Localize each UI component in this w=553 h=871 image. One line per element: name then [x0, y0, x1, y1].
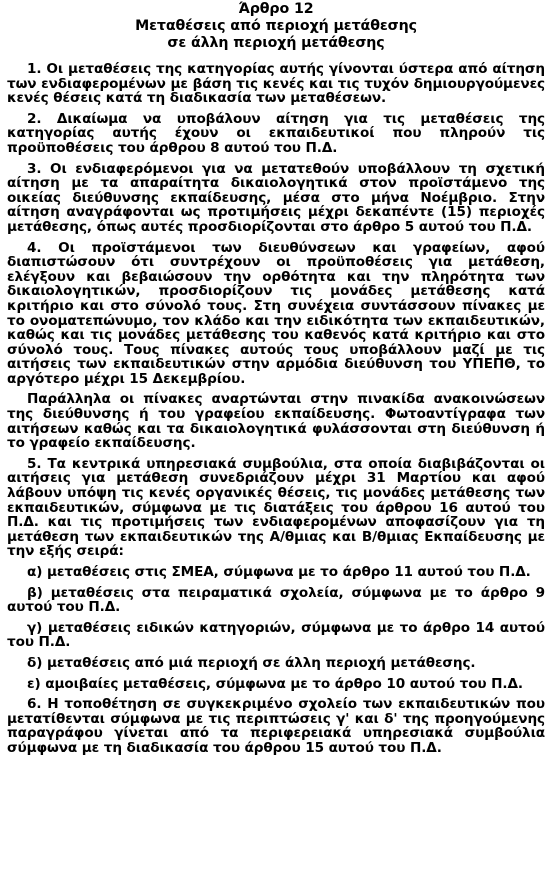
article-number: Άρθρο 12 — [238, 1, 314, 17]
list-item-c: γ) μεταθέσεις ειδικών κατηγοριών, σύμφωνα με το άρθρο 14 αυτού του Π.Δ. — [7, 619, 545, 651]
paragraph-2: 2. Δικαίωμα να υποβάλουν αίτηση για τις μεταθέσεις της κατηγορίας αυτής έχουν οι εκπαιδευτικοί που πληρούν τις προϋποθέσεις του άρθρου 8 αυτού του Π.Δ. — [7, 110, 545, 156]
list-item-a: α) μεταθέσεις στις ΣΜΕΑ, σύμφωνα με το άρθρο 11 αυτού του Π.Δ. — [27, 564, 531, 580]
paragraph-6: 6. Η τοποθέτηση σε συγκεκριμένο σχολείο των εκπαιδευτικών που μετατίθενται σύμφωνα με τις περιπτώσεις γ' και δ' της προηγούμενης παραγράφου γίνεται από τα περιφερειακά υπηρεσιακά συμβούλια σύμφωνα με τη διαδικασία του άρθρου 15 αυτού του Π.Δ. — [7, 696, 545, 756]
paragraph-1: 1. Οι μεταθέσεις της κατηγορίας αυτής γίνονται ύστερα από αίτηση των ενδιαφερομένων με βάση τις κενές και τις τυχόν δημιουργούμενες κενές θέσεις κατά τη διαδικασία των μεταθέσεων. — [7, 61, 545, 107]
list-item-d: δ) μεταθέσεις από μιά περιοχή σε άλλη περιοχή μετάθεσης. — [27, 654, 476, 671]
paragraph-4: 4. Οι προϊστάμενοι των διευθύνσεων και γραφείων, αφού διαπιστώσουν ότι συντρέχουν οι προϋποθέσεις για μετάθεση, ελέγξουν και βεβαιώσουν την ορθότητα και την πληρότητα των δικαιολογητικών, προσδιορίζουν τις μονάδες μετάθεσης κατά κριτήριο και στο σύνολό τους. Στη συνέχεια συντάσσουν πίνακες με το ονοματεπώνυμο, τον κλάδο και την ειδικότητα των εκπαιδευτικών, καθώς και τις μονάδες μετάθεσης του καθενός κατά κριτήριο και στο σύνολό τους. Τους πίνακες αυτούς τους υποβάλλουν μαζί με τις αιτήσεις των εκπαιδευτικών στην αρμόδια διεύθυνση του ΥΠΕΠΘ, το αργότερο μέχρι 15 Δεκεμβρίου. — [7, 239, 545, 387]
paragraph-4-continuation: Παράλληλα οι πίνακες αναρτώνται στην πινακίδα ανακοινώσεων της διεύθυνσης ή του γραφείου εκπαίδευσης. Φωτοαντίγραφα των αιτήσεων καθώς και τα δικαιολογητικά φυλάσσονται στη διεύθυνση ή το γραφείο εκπαίδευσης. — [7, 391, 545, 452]
article-title-line-2: σε άλλη περιοχή μετάθεσης — [167, 35, 385, 51]
article-title-line-1: Μεταθέσεις από περιοχή μετάθεσης — [135, 18, 417, 34]
paragraph-3: 3. Οι ενδιαφερόμενοι για να μετατεθούν υποβάλλουν τη σχετική αίτηση με τα απαραίτητα δικαιολογητικά στον προϊστάμενο της οικείας διεύθυνσης εκπαίδευσης, μέσα στο μήνα Νοέμβριο. Στην αίτηση αναγράφονται ως προτιμήσεις μέχρι δεκαπέντε (15) περιοχές μετάθεσης, όπως αυτές προσδιορίζονται στο άρθρο 5 αυτού του Π.Δ. — [7, 160, 545, 235]
list-item-b: β) μεταθέσεις στα πειραματικά σχολεία, σύμφωνα με το άρθρο 9 αυτού του Π.Δ. — [7, 584, 545, 616]
paragraph-5: 5. Τα κεντρικά υπηρεσιακά συμβούλια, στα οποία διαβιβάζονται οι αιτήσεις για μετάθεση συνεδριάζουν μέχρι 31 Μαρτίου και αφού λάβουν υπόψη τις κενές οργανικές θέσεις, τις μονάδες μετάθεσης των εκπαιδευτικών, σύμφωνα με τις διατάξεις του άρθρου 16 αυτού του Π.Δ. και τις προτιμήσεις των ενδιαφερομένων αποφασίζουν για τη μετάθεση των εκπαιδευτικών της Α/θμιας και Β/θμιας Εκπαίδευσης με την εξής σειρά: — [7, 455, 545, 560]
list-item-e: ε) αμοιβαίες μεταθέσεις, σύμφωνα με το άρθρο 10 αυτού του Π.Δ. — [27, 675, 523, 692]
document-page — [7, 0, 545, 871]
